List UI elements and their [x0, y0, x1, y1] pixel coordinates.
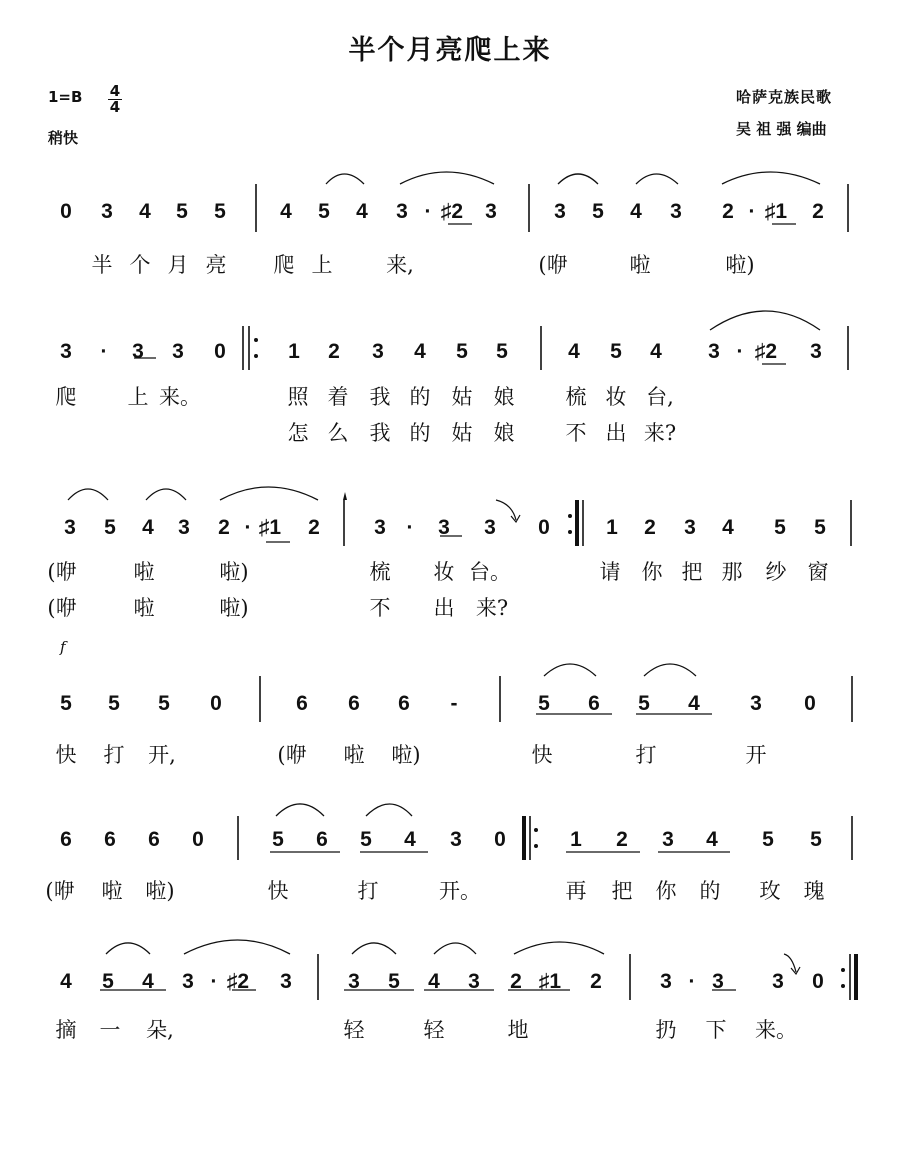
note: 5	[360, 828, 372, 851]
lyric-syllable: 月	[167, 253, 189, 277]
lyric-syllable: 爬	[55, 385, 77, 409]
note: 3	[182, 970, 194, 993]
note: 3	[372, 340, 384, 363]
lyric-syllable: 不	[565, 421, 587, 445]
note: 5	[592, 200, 604, 223]
note: 3	[484, 516, 496, 539]
time-signature-bottom: 4	[109, 98, 121, 116]
note: 6	[148, 828, 160, 851]
note: 3	[64, 516, 76, 539]
note: 3	[554, 200, 566, 223]
note: 4	[722, 516, 734, 539]
note: 2	[328, 340, 340, 363]
lyric-syllable: 啦	[133, 596, 155, 620]
lyric-syllable: 玫	[759, 879, 781, 903]
lyric-syllable: 打	[635, 743, 657, 767]
note: 5	[810, 828, 822, 851]
note: 3	[810, 340, 822, 363]
lyric-syllable: 快	[267, 879, 289, 903]
note: 6	[104, 828, 116, 851]
lyric-syllable: 啦)	[145, 879, 175, 903]
note: 5	[774, 516, 786, 539]
note: ♯2	[226, 970, 250, 993]
lyric-syllable: 么	[327, 421, 349, 445]
lyric-syllable: 啦)	[391, 743, 421, 767]
note: ·	[688, 970, 696, 993]
lyric-syllable: 梳	[565, 385, 587, 409]
note: 5	[60, 692, 72, 715]
note: ·	[736, 340, 744, 363]
note: 4	[414, 340, 426, 363]
note: 5	[318, 200, 330, 223]
note: 3	[772, 970, 784, 993]
lyric-syllable: 打	[357, 879, 379, 903]
lyric-syllable: 出	[433, 596, 455, 620]
lyric-syllable: 台,	[646, 385, 674, 409]
lyric-syllable: 的	[409, 421, 431, 445]
lyric-syllable: 来。	[159, 385, 201, 409]
note: ♯2	[754, 340, 778, 363]
lyric-syllable: 个	[129, 253, 151, 277]
note: 5	[104, 516, 116, 539]
lyric-syllable: (咿	[45, 879, 75, 903]
note: 2	[510, 970, 522, 993]
lyric-syllable: 快	[55, 743, 77, 767]
lyric-syllable: 啦	[101, 879, 123, 903]
note: 0	[210, 692, 222, 715]
note: 0	[804, 692, 816, 715]
note: 2	[308, 516, 320, 539]
note: ·	[210, 970, 218, 993]
note: 3	[132, 340, 144, 363]
note: 3	[280, 970, 292, 993]
note: 5	[214, 200, 226, 223]
lyric-syllable: 轻	[423, 1018, 445, 1042]
lyric-syllable: 啦	[133, 560, 155, 584]
lyric-syllable: 不	[369, 596, 391, 620]
note: ·	[424, 200, 432, 223]
lyric-syllable: 纱	[765, 560, 787, 584]
note: 5	[638, 692, 650, 715]
lyric-syllable: 怎	[287, 421, 309, 445]
note: 5	[158, 692, 170, 715]
lyric-syllable: 开	[745, 743, 767, 767]
note: 3	[348, 970, 360, 993]
lyric-syllable: 啦	[629, 253, 651, 277]
note: 4	[404, 828, 416, 851]
lyric-syllable: 地	[507, 1018, 529, 1042]
note: 6	[398, 692, 410, 715]
note: -	[450, 692, 458, 715]
note: 3	[750, 692, 762, 715]
lyric-syllable: 摘	[55, 1018, 77, 1042]
note: ·	[244, 516, 252, 539]
note: 3	[60, 340, 72, 363]
note: 3	[660, 970, 672, 993]
lyric-syllable: 出	[605, 421, 627, 445]
lyric-syllable: 梳	[369, 560, 391, 584]
lyric-syllable: 妆	[605, 385, 627, 409]
lyric-syllable: 来?	[475, 596, 509, 620]
note: 5	[108, 692, 120, 715]
note: 4	[428, 970, 440, 993]
lyric-syllable: (咿	[277, 743, 307, 767]
note: 4	[142, 970, 154, 993]
note: 3	[684, 516, 696, 539]
lyric-syllable: 啦)	[219, 560, 249, 584]
lyric-syllable: 上	[311, 253, 333, 277]
note: 3	[101, 200, 113, 223]
note: 4	[688, 692, 700, 715]
note: 0	[538, 516, 550, 539]
song-title: 半个月亮爬上来	[348, 35, 552, 66]
note: 2	[812, 200, 824, 223]
note: 3	[485, 200, 497, 223]
lyric-syllable: (咿	[47, 560, 77, 584]
lyric-syllable: 啦)	[219, 596, 249, 620]
lyric-syllable: 把	[681, 560, 703, 584]
lyric-syllable: 我	[369, 385, 391, 409]
note: 5	[814, 516, 826, 539]
note: ♯2	[440, 200, 464, 223]
note: 6	[60, 828, 72, 851]
note: 4	[706, 828, 718, 851]
note: 0	[60, 200, 72, 223]
lyric-syllable: 开,	[148, 743, 176, 767]
lyric-syllable: (咿	[538, 253, 568, 277]
note: 6	[348, 692, 360, 715]
note: 5	[176, 200, 188, 223]
note: 3	[712, 970, 724, 993]
note: 4	[60, 970, 72, 993]
lyric-syllable: 你	[655, 879, 677, 903]
note: 0	[494, 828, 506, 851]
note: 3	[468, 970, 480, 993]
lyric-syllable: 请	[599, 560, 621, 584]
note: 2	[616, 828, 628, 851]
lyric-syllable: 我	[369, 421, 391, 445]
lyric-syllable: 上	[127, 385, 149, 409]
lyric-syllable: 娘	[493, 385, 515, 409]
lyric-syllable: 啦	[343, 743, 365, 767]
song-origin: 哈萨克族民歌	[736, 88, 833, 106]
note: 3	[172, 340, 184, 363]
note: 3	[178, 516, 190, 539]
note: 5	[496, 340, 508, 363]
lyric-syllable: 的	[409, 385, 431, 409]
lyric-syllable: 亮	[205, 253, 227, 277]
note: 4	[650, 340, 662, 363]
note: 4	[142, 516, 154, 539]
lyric-syllable: 妆	[433, 560, 455, 584]
note: 1	[606, 516, 618, 539]
lyric-syllable: 来,	[386, 253, 414, 277]
lyric-syllable: 朵,	[146, 1018, 174, 1042]
note: 5	[272, 828, 284, 851]
lyric-syllable: 来。	[755, 1018, 797, 1042]
lyric-syllable: 快	[531, 743, 553, 767]
time-signature-top: 4	[109, 82, 121, 100]
note: 3	[670, 200, 682, 223]
note: 4	[568, 340, 580, 363]
note: 5	[456, 340, 468, 363]
lyric-syllable: (咿	[47, 596, 77, 620]
note: 5	[610, 340, 622, 363]
tempo-marking: 稍快	[48, 129, 79, 147]
arranger-credit: 吴 祖 强 编曲	[736, 120, 827, 138]
note: 3	[438, 516, 450, 539]
lyric-syllable: 啦)	[725, 253, 755, 277]
note: 4	[139, 200, 151, 223]
lyric-syllable: 姑	[451, 385, 473, 409]
note: ♯1	[764, 200, 788, 223]
key-label: 1=B	[48, 88, 83, 106]
lyric-syllable: 来?	[643, 421, 677, 445]
note: 2	[218, 516, 230, 539]
lyric-syllable: 娘	[493, 421, 515, 445]
lyric-syllable: 台。	[469, 560, 511, 584]
lyric-syllable: 你	[641, 560, 663, 584]
note: ·	[748, 200, 756, 223]
note: 5	[388, 970, 400, 993]
note: 3	[708, 340, 720, 363]
lyric-syllable: 瑰	[803, 879, 825, 903]
lyric-syllable: 窗	[807, 560, 829, 584]
note: ·	[100, 340, 108, 363]
lyric-syllable: 照	[287, 385, 309, 409]
lyric-syllable: 半	[91, 253, 113, 277]
lyric-syllable: 下	[705, 1018, 727, 1042]
note: 2	[644, 516, 656, 539]
note: 1	[570, 828, 582, 851]
note: 3	[662, 828, 674, 851]
note: ·	[406, 516, 414, 539]
note: 1	[288, 340, 300, 363]
lyric-syllable: 再	[565, 879, 587, 903]
note: 6	[316, 828, 328, 851]
dynamic-forte: f	[60, 638, 66, 656]
note: ♯1	[258, 516, 282, 539]
note: 6	[296, 692, 308, 715]
lyric-syllable: 一	[99, 1018, 121, 1042]
lyric-syllable: 把	[611, 879, 633, 903]
note: 0	[214, 340, 226, 363]
lyric-syllable: 着	[327, 385, 349, 409]
note: 3	[396, 200, 408, 223]
note: 4	[630, 200, 642, 223]
note: 4	[356, 200, 368, 223]
lyric-syllable: 扔	[655, 1018, 677, 1042]
note: ♯1	[538, 970, 562, 993]
lyric-syllable: 打	[103, 743, 125, 767]
note: 0	[192, 828, 204, 851]
note: 0	[812, 970, 824, 993]
note: 2	[722, 200, 734, 223]
lyric-syllable: 的	[699, 879, 721, 903]
note: 5	[102, 970, 114, 993]
note: 4	[280, 200, 292, 223]
lyric-syllable: 轻	[343, 1018, 365, 1042]
lyric-syllable: 那	[721, 560, 743, 584]
lyric-syllable: 姑	[451, 421, 473, 445]
note: 5	[538, 692, 550, 715]
lyric-syllable: 开。	[439, 879, 481, 903]
note: 5	[762, 828, 774, 851]
lyric-syllable: 爬	[273, 253, 295, 277]
note: 3	[374, 516, 386, 539]
note: 2	[590, 970, 602, 993]
note: 3	[450, 828, 462, 851]
note: 6	[588, 692, 600, 715]
